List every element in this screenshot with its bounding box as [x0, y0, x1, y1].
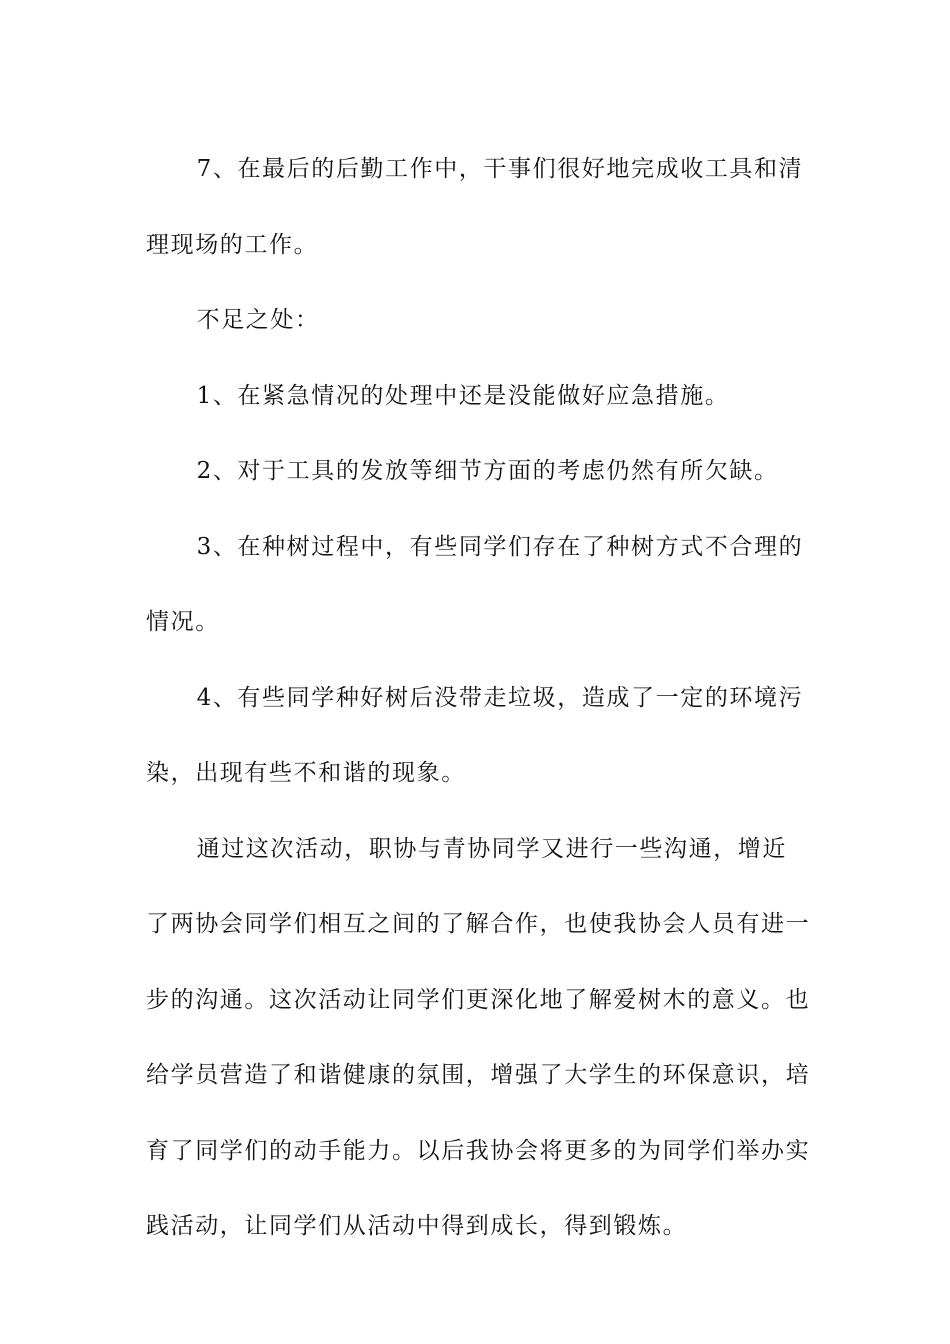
paragraph-shortcoming-4: 4、有些同学种好树后没带走垃圾，造成了一定的环境污染，出现有些不和谐的现象。 — [146, 684, 804, 786]
paragraph-item-7-logistics: 7、在最后的后勤工作中，干事们很好地完成收工具和清理现场的工作。 — [146, 156, 804, 258]
paragraph-shortcoming-1: 1、在紧急情况的处理中还是没能做好应急措施。 — [196, 382, 730, 409]
paragraph-conclusion: 通过这次活动，职协与青协同学又进行一些沟通，增近了两协会同学们相互之间的了解合作，也使我协会人员有进一步的沟通。这次活动让同学们更深化地了解爱树木的意义。也给学员营造了和谐健康的氛围，增强了大学生的环保意识，培育了同学们的动手能力。以后我协会将更多的为同学们举办实践活动，让同学们从活动中得到成长，得到锻炼。 — [146, 835, 811, 1239]
paragraph-shortcoming-3: 3、在种树过程中，有些同学们存在了种树方式不合理的情况。 — [146, 533, 804, 635]
paragraph-shortcoming-2: 2、对于工具的发放等细节方面的考虑仍然有所欠缺。 — [196, 458, 779, 484]
paragraph-shortcomings-heading: 不足之处： — [196, 307, 320, 333]
document-body — [146, 132, 811, 1265]
